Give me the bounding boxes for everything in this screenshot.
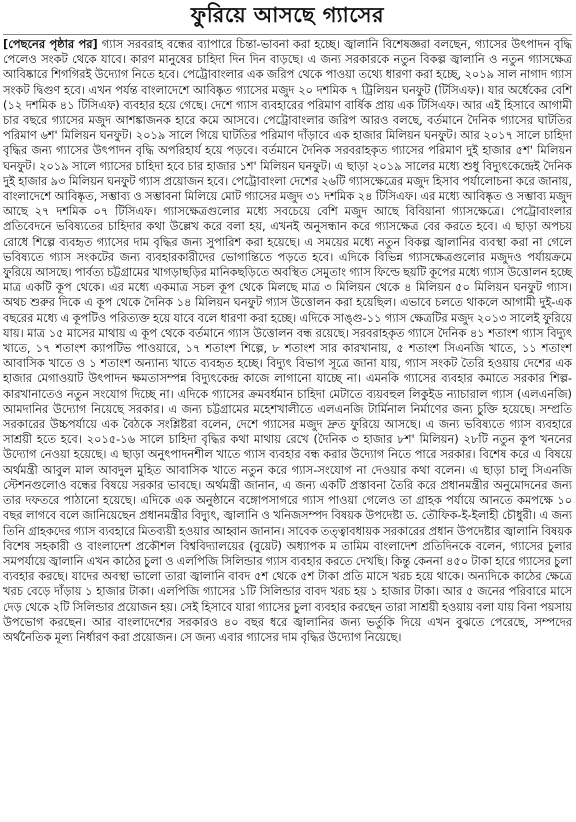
article-text: গ্যাস সরবরাহ বন্ধের ব্যাপারে চিন্তা-ভাবনা করা হচ্ছে। জ্বালানি বিশেষজ্ঞরা বলছেন, গ্যাসের উৎপাদন বৃদ্ধি পেলেও সংকট থেকে যাবে। কারণ মানুষের চাহিদা দিন দিন বাড়ছে। এ জন্য সরকারকে নতুন বিকল্প জ্বালানি ও নতুন গ্যাসক্ষেত্র আবিষ্কারে শিগগিরই উদ্যোগ নিতে হবে। পেট্রোবাংলার এক জরিপ থেকে পাওয়া তথ্যে ধারণা করা হচ্ছে, ২০১৯ সাল নাগাদ গ্যাস সংকট দ্বিগুণ হবে। এখন পর্যন্ত বাংলাদেশে আবিষ্কৃত গ্যাসের মজুদ ২০ দশমিক ৭ ট্রিলিয়ন ঘনফুট (টিসিএফ)। যার অর্ধেকের বেশি (১২ দশমিক ৪১ টিসিএফ) ব্যবহার হয়ে গেছে। দেশে গ্যাস ব্যবহারের পরিমাণ বার্ষিক প্রায় এক টিসিএফ। আর এই হিসাবে আগামী চার বছরে গ্যাসের মজুদ আশঙ্কাজনক হারে কমে আসবে। পেট্রোবাংলার জরিপ আরও বলছে, বর্তমানে দৈনিক গ্যাসের ঘাটতির পরিমাণ ৬শ' মিলিয়ন ঘনফুট। ২০১৯ সালে গিয়ে ঘাটতির পরিমাণ দাঁড়াবে এক হাজার মিলিয়ন ঘনফুট। আর ২০১৭ সালে চাহিদা বৃদ্ধির জন্য গ্যাসের উৎপাদন বৃদ্ধি অপরিহার্য হয়ে পড়বে। বর্তমানে দৈনিক সরবরাহকৃত গ্যাসের পরিমাণ দুই হাজার ৫শ' মিলিয়ন ঘনফুট। ২০১৯ সালে গ্যাসের চাহিদা হবে চার হাজার ১শ' মিলিয়ন ঘনফুট। এ ছাড়া ২০১৯ সালের মধ্যে শুধু বিদ্যুৎকেন্দ্রেই দৈনিক দুই হাজার ৯৩ মিলিয়ন ঘনফুট গ্যাস প্রয়োজন হবে। পেট্রোবাংলা দেশের ২৬টি গ্যাসক্ষেত্রের মজুদ হিসাব পর্যালোচনা করে জানায়, বাংলাদেশে আবিষ্কৃত, সম্ভাব্য ও সম্ভাবনা মিলিয়ে মোট গ্যাসের মজুদ ৩১ দশমিক ২৪ টিসিএফ। এর মধ্যে আবিষ্কৃত ও সম্ভাব্য মজুদ আছে ২৭ দশমিক ০৭ টিসিএফ। গ্যাসক্ষেত্রগুলোর মধ্যে সবচেয়ে বেশি মজুদ আছে বিবিয়ানা গ্যাসক্ষেত্রে। পেট্রোবাংলার প্রতিবেদনে ভবিষ্যতের চাহিদার কথা উল্লেখ করে বলা হয়, এখনই অনুসন্ধান করে গ্যাসক্ষেত্র বের করতে হবে। এ ছাড়া অপচয় রোধে শিল্পে ব্যবহৃত গ্যাসের দাম বৃদ্ধির জন্য সুপারিশ করা হয়েছে। এ সময়ের মধ্যে নতুন বিকল্প জ্বালানির ব্যবস্থা করা না গেলে ভবিষ্যতে গ্যাস সংকটের জন্য ব্যবহারকারীদের ভোগান্তিতে পড়তে হবে। এদিকে বিভিন্ন গ্যাসক্ষেত্রগুলোর মজুদও পর্যায়ক্রমে ফুরিয়ে আসছে। পার্বত্য চট্টগ্রামের খাগড়াছড়ির মানিকছড়িতে অবস্থিত সেমুতাং গ্যাস ফিল্ডে ছয়টি কূপের মধ্যে গ্যাস উত্তোলন হচ্ছে মাত্র একটি কূপ থেকে। এর মধ্যে একমাত্র সচল কূপ থেকে মিলছে মাত্র ৩ মিলিয়ন থেকে ৪ মিলিয়ন ৫০ মিলিয়ন ঘনফুট গ্যাস। অথচ শুরুর দিকে এ কূপ থেকে দৈনিক ১৪ মিলিয়ন ঘনফুট গ্যাস উত্তোলন করা হয়েছিল। এভাবে চলতে থাকলে আগামী দুই-এক বছরের মধ্যে এ কূপটিও পরিত্যক্ত হয়ে যাবে বলে ধারণা করা হচ্ছে। এদিকে সাঙ্গু-১১ গ্যাস ক্ষেত্রটির মজুদ ২০১৩ সালেই ফুরিয়ে যায়। মাত্র ১৫ মাসের মাথায় এ কূপ থেকে বর্তমানে গ্যাস উত্তোলন বন্ধ রয়েছে। সরবরাহকৃত গ্যাসে দৈনিক ৪১ শতাংশ গ্যাস বিদ্যুৎ খাতে, ১৭ শতাংশ ক্যাপটিভ পাওয়ারে, ১৭ শতাংশ শিল্পে, ৮ শতাংশ সার কারখানায়, ৫ শতাংশ সিএনজি খাতে, ১১ শতাংশ আবাসিক খাতে ও ১ শতাংশ অন্যান্য খাতে ব্যবহৃত হচ্ছে। বিদ্যুৎ বিভাগ সূত্রে জানা যায়, গ্যাস সংকট তৈরি হওয়ায় দেশের এক হাজার মেগাওয়াট উৎপাদন ক্ষমতাসম্পন্ন বিদ্যুৎকেন্দ্র কাজে লাগানো যাচ্ছে না। এমনকি গ্যাসের ব্যবহার কমাতে সরকার শিল্প-কারখানাতেও নতুন সংযোগ দিচ্ছে না। এদিকে গ্যাসের ক্রমবর্ধমান চাহিদা মেটাতে ব্যয়বহুল লিকুইড ন্যাচারাল গ্যাস (এলএনজি) আমদানির উদ্যোগ নিয়েছে সরকার। এ জন্য চট্টগ্রামের মহেশখালীতে এলএনজি টার্মিনাল নির্মাণের জন্য চুক্তি হয়েছে। সম্প্রতি সরকারের উচ্চপর্যায়ে এক বৈঠকে সংশ্লিষ্টরা বলেন, দেশে গ্যাসের মজুদ দ্রুত ফুরিয়ে আসছে। এ জন্য ভবিষ্যতে গ্যাস ব্যবহারে সাশ্রয়ী হতে হবে। ২০১৫-১৬ সালে চাহিদা বৃদ্ধির কথা মাথায় রেখে (দৈনিক ৩ হাজার ৮শ' মিলিয়ন) ২৮টি নতুন কূপ খননের উদ্যোগ নেওয়া হয়েছে। এ ছাড়া অনুৎপাদনশীল খাতে গ্যাস ব্যবহার বন্ধ করার উদ্যোগ নিতে পারে সরকার। বিশেষ করে এ বিষয়ে অর্থমন্ত্রী আবুল মাল আবদুল মুহিত আবাসিক খাতে নতুন করে গ্যাস-সংযোগ না দেওয়ার কথা বলেন। এ ছাড়া চালু সিএনজি স্টেশনগুলোও বন্ধের বিষয়ে সরকার ভাবছে। অর্থমন্ত্রী জানান, এ জন্য একটি প্রস্তাবনা তৈরি করে প্রধানমন্ত্রীর অনুমোদনের জন্য তার দফতরে পাঠানো হয়েছে। এদিকে এক অনুষ্ঠানে বঙ্গোপসাগরে গ্যাস পাওয়া গেলেও তা গ্রাহক পর্যায়ে আনতে কমপক্ষে ১০ বছর লাগবে বলে জানিয়েছেন প্রধানমন্ত্রীর বিদ্যুৎ, জ্বালানি ও খনিজসম্পদ বিষয়ক উপদেষ্টা ড. তৌফিক-ই-ইলাহী চৌধুরী। এ জন্য তিনি গ্রাহকদের গ্যাস ব্যবহারে মিতব্যয়ী হওয়ার আহ্বান জানান। সাবেক তত্ত্বাবধায়ক সরকারের প্রধান উপদেষ্টার জ্বালানি বিষয়ক বিশেষ সহকারী ও বাংলাদেশ প্রকৌশল বিশ্ববিদ্যালয়ের (বুয়েট) অধ্যাপক ম তামিম বাংলাদেশ প্রতিদিনকে বলেন, গ্যাসের চুলার সমপর্যায়ে জ্বালানি এখন কাঠের চুলা ও এলপিজি সিলিন্ডার গ্যাস ব্যবহার করতে দেখছি। কিন্তু কেননা ৪৫০ টাকা হারে গ্যাসের চুলা ব্যবহার করছে। যাদের অবস্থা ভালো তারা জ্বালানি বাবদ ৫শ থেকে ৫শ টাকা প্রতি মাসে খরচ হয়ে থাকে। অন্যদিকে কাঠের ক্ষেত্রে খরচ বেড়ে দাঁড়ায় ১ হাজার টাকা। এলপিজি গ্যাসের ১টি সিলিন্ডার বাবদ খরচ হয় ১ হাজার টাকা। আর ৫ জনের পরিবারে মাসে দেড় থেকে ২টি সিলিন্ডার প্রয়োজন হয়। সেই হিসাবে যারা গ্যাসের চুলা ব্যবহার করছেন তারা সাশ্রয়ী হওয়ায় বলা যায় বিনা পয়সায় উপভোগ করছেন। আর বাংলাদেশের সরকারও ৪০ বছর ধরে জ্বালানির জন্য ভর্তুকি দিয়ে এখন বুঝতে পেরেছে, সম্পদের অর্থনৈতিক মূল্য নির্ধারণ করা প্রয়োজন। সে জন্য এবার গ্যাসের দাম বৃদ্ধির উদ্যোগ নিয়েছে।	[3, 37, 572, 644]
article-body	[3, 37, 572, 645]
headline: ফুরিয়ে আসছে গ্যাসের	[190, 3, 385, 27]
headline-rule	[3, 34, 572, 35]
continued-from-kicker: [পেছনের পৃষ্ঠার পর]	[3, 37, 98, 51]
